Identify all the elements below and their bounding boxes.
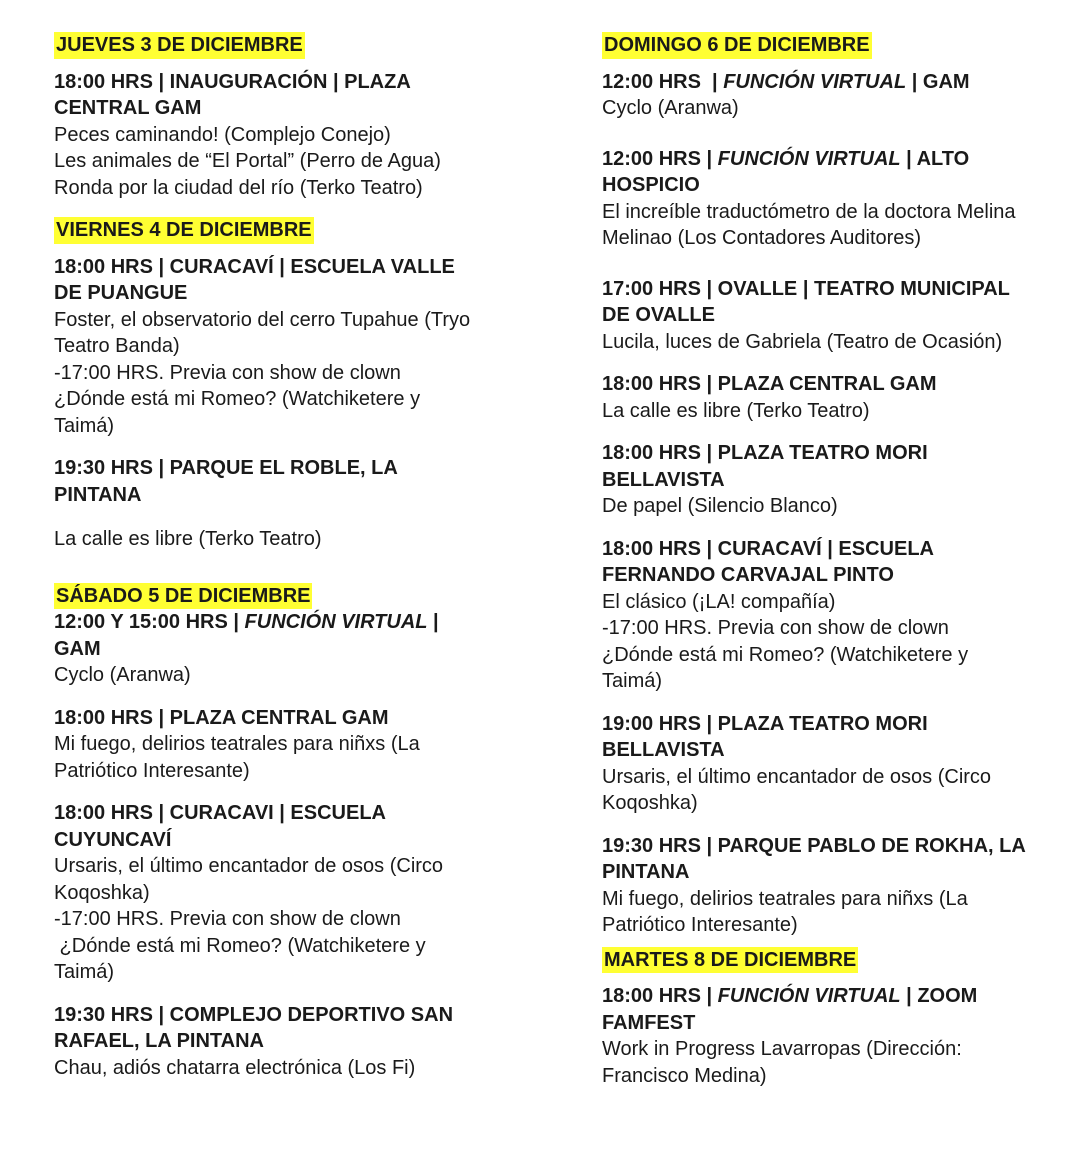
- event-detail: ¿Dónde está mi Romeo? (Watchiketere y: [54, 934, 426, 957]
- day-heading: MARTES 8 DE DICIEMBRE: [602, 947, 858, 974]
- event-title: 19:30 HRS | PARQUE PABLO DE ROKHA, LA: [602, 834, 1026, 857]
- event: [602, 711, 1072, 817]
- event-detail: La calle es libre (Terko Teatro): [54, 528, 322, 550]
- event-detail: -17:00 HRS. Previa con show de clown: [602, 617, 949, 639]
- event-detail: Ursaris, el último encantador de osos (Circo: [602, 765, 992, 788]
- event-detail: Koqoshka): [54, 881, 150, 904]
- event-title: FERNANDO CARVAJAL PINTO: [602, 564, 894, 586]
- event: [54, 705, 554, 785]
- event: [54, 254, 554, 440]
- event-title: 12:00 HRS | FUNCIÓN VIRTUAL | GAM: [602, 70, 970, 93]
- event-detail: El clásico (¡LA! compañía): [602, 590, 836, 613]
- event: [602, 536, 1072, 695]
- event-detail: De papel (Silencio Blanco): [602, 495, 838, 517]
- virtual-label: FUNCIÓN VIRTUAL: [723, 70, 907, 93]
- event-title: 18:00 HRS | CURACAVI | ESCUELA: [54, 802, 386, 824]
- event: [602, 371, 1072, 424]
- event-detail: Francisco Medina): [602, 1064, 767, 1087]
- event-title: 18:00 HRS | PLAZA CENTRAL GAM: [602, 373, 937, 395]
- event-title: 18:00 HRS | PLAZA CENTRAL GAM: [54, 706, 389, 729]
- event-detail: Patriótico Interesante): [602, 914, 798, 936]
- event-detail: Taimá): [54, 961, 115, 983]
- event-detail: Ronda por la ciudad del río (Terko Teatro): [54, 176, 423, 199]
- event-detail: Koqoshka): [602, 792, 698, 814]
- event-detail: Melinao (Los Contadores Auditores): [602, 227, 922, 249]
- event-detail: Mi fuego, delirios teatrales para niñxs (La: [602, 887, 968, 910]
- event-detail: ¿Dónde está mi Romeo? (Watchiketere y: [54, 388, 421, 410]
- event-detail: El increíble traductómetro de la doctora Melina: [602, 200, 1016, 223]
- event: [602, 440, 1072, 520]
- day-heading: VIERNES 4 DE DICIEMBRE: [54, 217, 314, 244]
- event-detail: Cyclo (Aranwa): [602, 97, 739, 119]
- event: [54, 800, 554, 986]
- event-title: BELLAVISTA: [602, 468, 725, 491]
- day-heading: DOMINGO 6 DE DICIEMBRE: [602, 32, 872, 59]
- event-title: 18:00 HRS | FUNCIÓN VIRTUAL | ZOOM: [602, 985, 978, 1007]
- virtual-label: FUNCIÓN VIRTUAL: [717, 985, 901, 1007]
- right-column: [602, 32, 1072, 1105]
- event-detail: Foster, el observatorio del cerro Tupahue (Tryo: [54, 308, 471, 331]
- virtual-label: FUNCIÓN VIRTUAL: [717, 147, 901, 170]
- event-detail: Taimá): [602, 670, 663, 692]
- event-title: CENTRAL GAM: [54, 97, 202, 119]
- event-detail: Taimá): [54, 414, 115, 437]
- event-detail: Peces caminando! (Complejo Conejo): [54, 123, 391, 146]
- event: [54, 69, 554, 202]
- event: [602, 146, 1072, 252]
- event-detail: Les animales de “El Portal” (Perro de Agua): [54, 150, 441, 172]
- event-title: DE PUANGUE: [54, 282, 188, 304]
- event-title: 19:00 HRS | PLAZA TEATRO MORI: [602, 712, 928, 735]
- event-title: DE OVALLE: [602, 304, 715, 326]
- event-detail: Ursaris, el último encantador de osos (Circo: [54, 855, 444, 877]
- event-title: 12:00 HRS | FUNCIÓN VIRTUAL | ALTO: [602, 147, 970, 170]
- event-title: 19:30 HRS | COMPLEJO DEPORTIVO SAN: [54, 1003, 454, 1026]
- event: [602, 983, 1072, 1089]
- event-detail: ¿Dónde está mi Romeo? (Watchiketere y: [602, 643, 969, 666]
- event-title: PINTANA: [54, 483, 142, 506]
- event: [54, 1002, 554, 1082]
- event-title: BELLAVISTA: [602, 739, 725, 761]
- event-title: 19:30 HRS | PARQUE EL ROBLE, LA: [54, 457, 398, 479]
- event-detail: Work in Progress Lavarropas (Dirección:: [602, 1038, 962, 1060]
- virtual-label: FUNCIÓN VIRTUAL: [244, 611, 428, 633]
- event-title: 18:00 HRS | INAUGURACIÓN | PLAZA: [54, 70, 411, 93]
- event-title: 18:00 HRS | CURACAVÍ | ESCUELA VALLE: [54, 255, 455, 278]
- event-title: GAM: [54, 637, 101, 660]
- event: [602, 69, 1072, 122]
- event-title: RAFAEL, LA PINTANA: [54, 1030, 264, 1052]
- event-title: CUYUNCAVÍ: [54, 828, 172, 851]
- event-title: HOSPICIO: [602, 174, 700, 196]
- event-detail: Chau, adiós chatarra electrónica (Los Fi): [54, 1056, 416, 1079]
- event-title: 18:00 HRS | PLAZA TEATRO MORI: [602, 442, 928, 464]
- event-detail: -17:00 HRS. Previa con show de clown: [54, 361, 401, 384]
- day-heading: JUEVES 3 DE DICIEMBRE: [54, 32, 305, 59]
- event-title: PINTANA: [602, 861, 690, 883]
- event: [602, 276, 1072, 356]
- event-title: FAMFEST: [602, 1011, 696, 1034]
- event-detail: Mi fuego, delirios teatrales para niñxs (La: [54, 733, 420, 755]
- day-heading: SÁBADO 5 DE DICIEMBRE: [54, 583, 312, 610]
- event: [602, 833, 1072, 939]
- event-detail: Cyclo (Aranwa): [54, 664, 191, 686]
- event-detail: Teatro Banda): [54, 335, 180, 357]
- event-detail: La calle es libre (Terko Teatro): [602, 399, 870, 422]
- event-detail: -17:00 HRS. Previa con show de clown: [54, 908, 401, 930]
- event-title: 17:00 HRS | OVALLE | TEATRO MUNICIPAL: [602, 277, 1010, 300]
- event-detail: Patriótico Interesante): [54, 759, 250, 782]
- event: [54, 609, 554, 689]
- event-title: 12:00 Y 15:00 HRS | FUNCIÓN VIRTUAL |: [54, 611, 439, 633]
- event: [54, 455, 554, 553]
- event-title: 18:00 HRS | CURACAVÍ | ESCUELA: [602, 537, 934, 560]
- left-column: [54, 32, 554, 1097]
- event-detail: Lucila, luces de Gabriela (Teatro de Ocasión): [602, 330, 1003, 353]
